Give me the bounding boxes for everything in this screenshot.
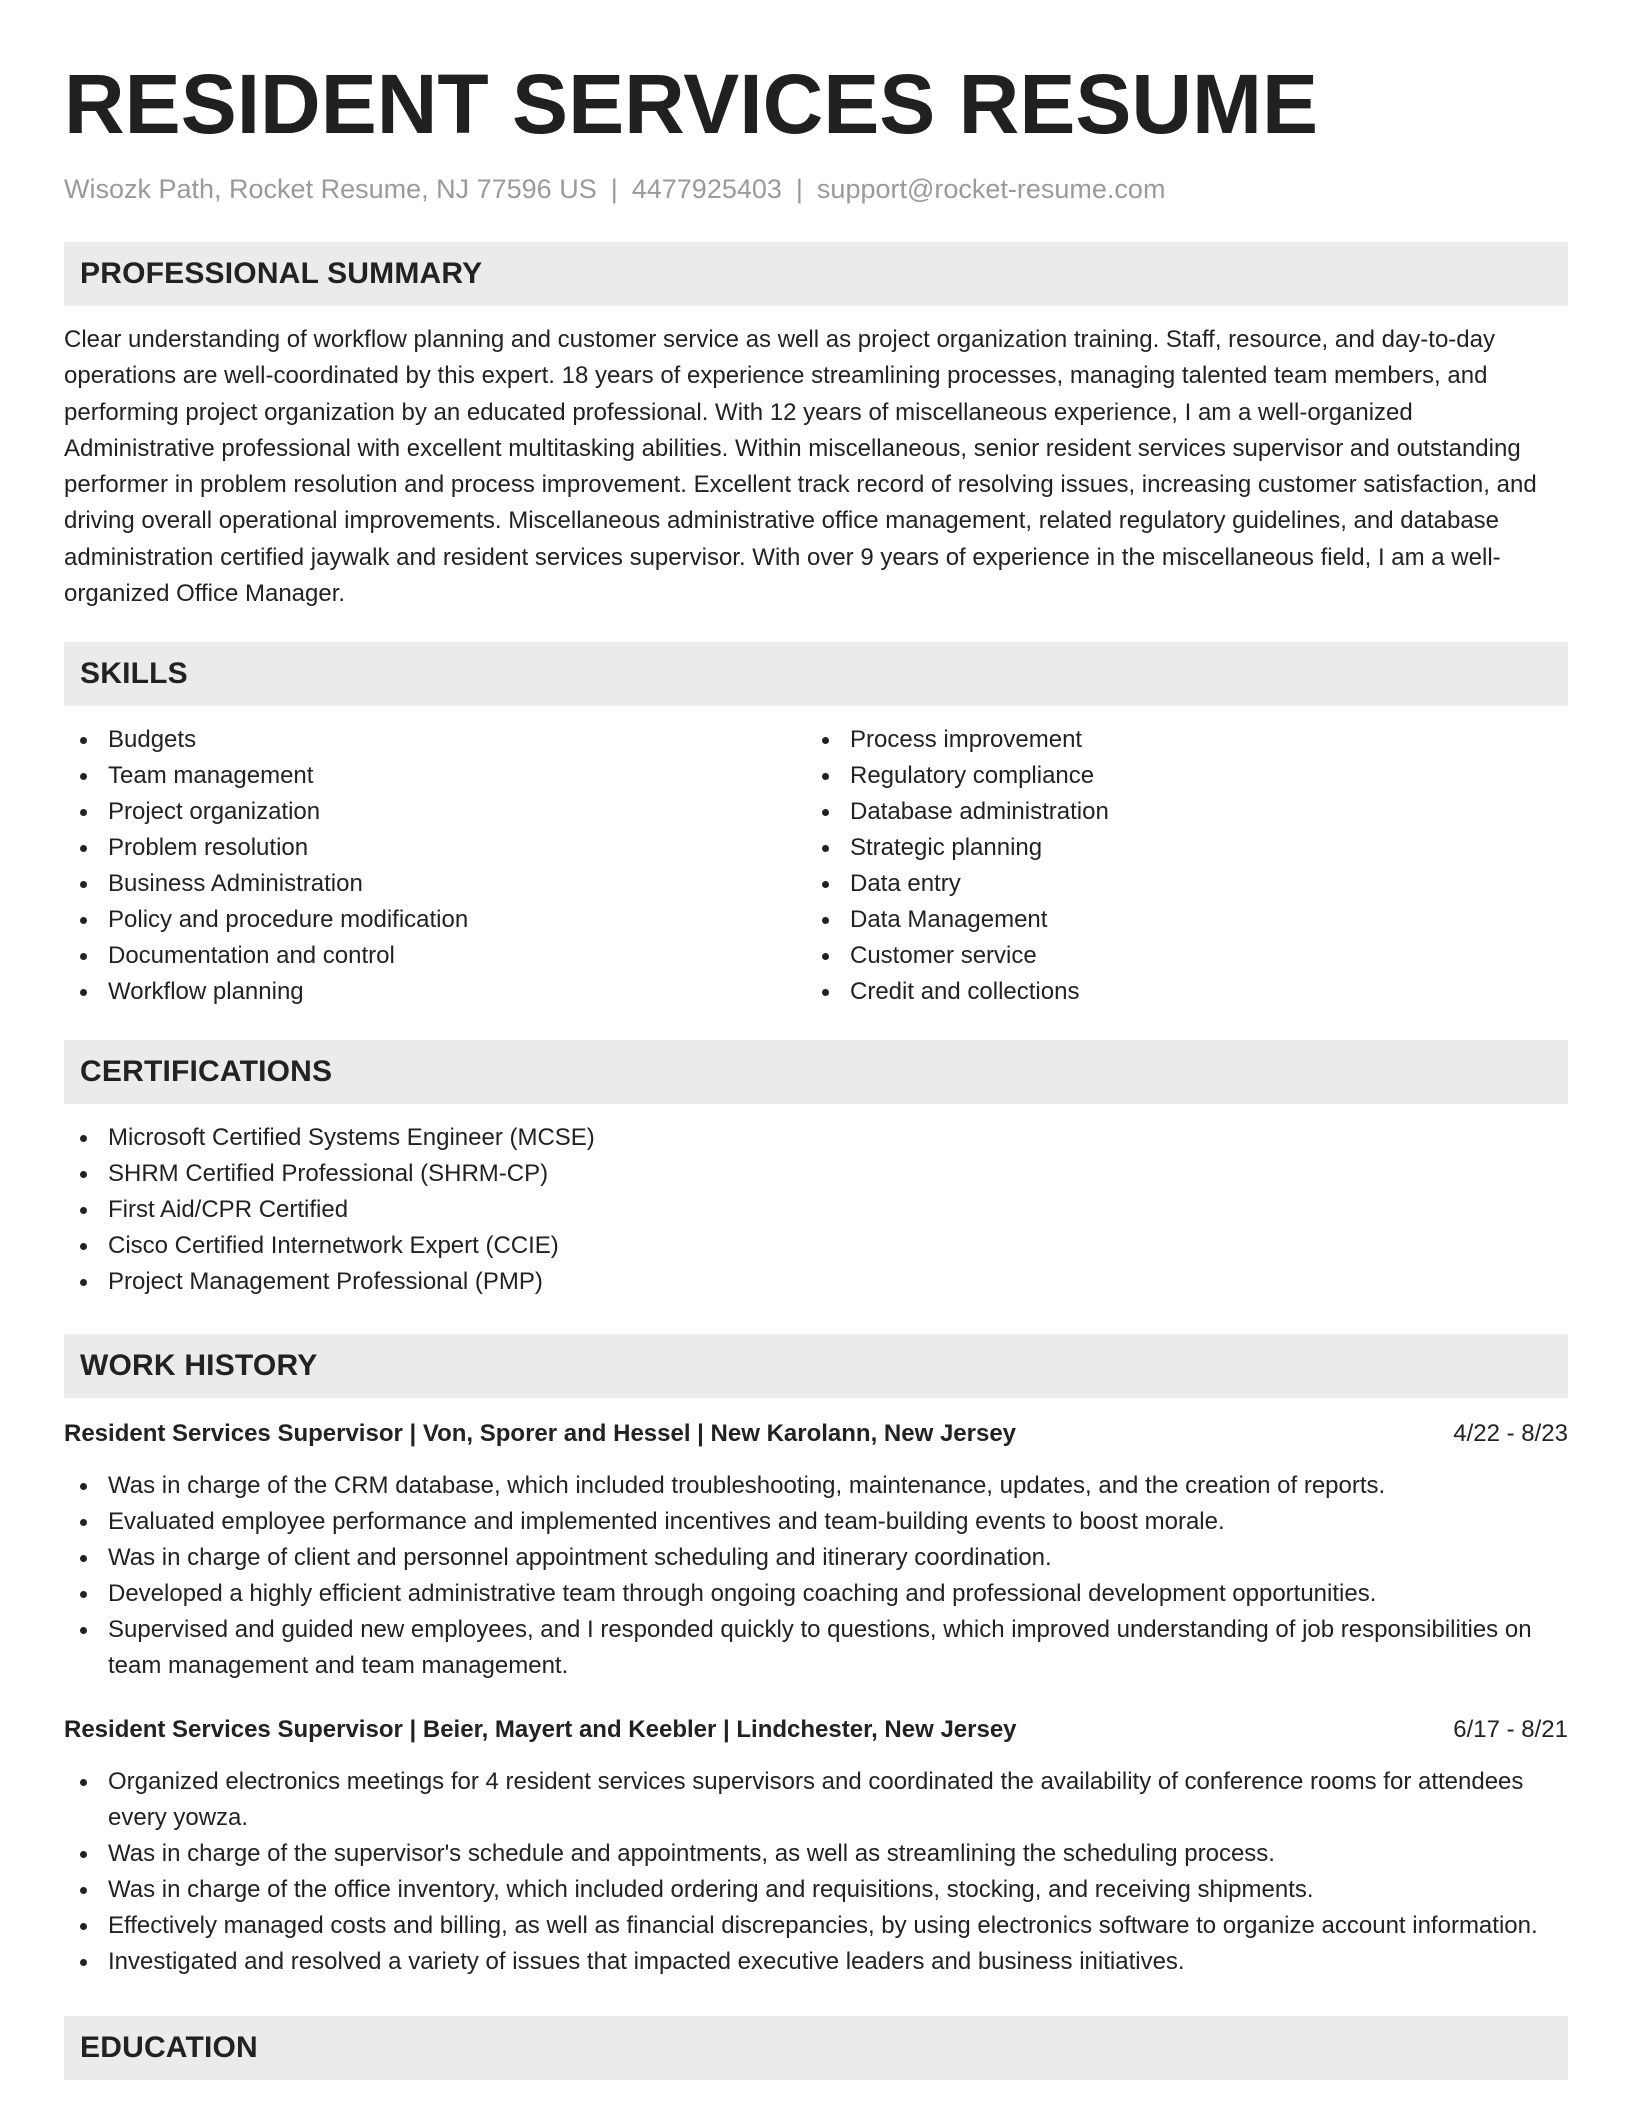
certification-item: Cisco Certified Internetwork Expert (CCIE) [64,1228,1568,1264]
job-bullet: Was in charge of the office inventory, which included ordering and requisitions, stocking, and receiving shipments. [64,1872,1568,1908]
skill-item: Policy and procedure modification [64,902,806,938]
skills-list-right [806,722,1548,1010]
summary-text: Clear understanding of workflow planning and customer service as well as project organization training. Staff, resource, and day-to-day operations are well-coordinated by this expert. 18 years of experience streamlining processes, managing talented team members, and performing project organization by an educated professional. With 12 years of miscellaneous experience, I am a well-organized Administrative professional with excellent multitasking abilities. Within miscellaneous, senior resident services supervisor and outstanding performer in problem resolution and process improvement. Excellent track record of resolving issues, increasing customer satisfaction, and driving overall operational improvements. Miscellaneous administrative office management, related regulatory guidelines, and database administration certified jaywalk and resident services supervisor. With over 9 years of experience in the miscellaneous field, I am a well-organized Office Manager. [64,326,1537,608]
job-bullet: Organized electronics meetings for 4 resident services supervisors and coordinated the availability of conference rooms for attendees every yowza. [64,1764,1568,1836]
section-heading-work-history: WORK HISTORY [64,1334,1568,1398]
skill-item: Project organization [64,794,806,830]
section-heading-education: EDUCATION [64,2016,1568,2080]
section-heading-certifications: CERTIFICATIONS [64,1040,1568,1104]
certification-item: Project Management Professional (PMP) [64,1264,1568,1300]
job-bullet: Supervised and guided new employees, and I responded quickly to questions, which improved understanding of job responsibilities on team management and team management. [64,1612,1568,1684]
certifications-section [64,1040,1568,1300]
skill-item: Data Management [806,902,1548,938]
skill-item: Problem resolution [64,830,806,866]
job-bullet: Was in charge of the supervisor's schedule and appointments, as well as streamlining the scheduling process. [64,1836,1568,1872]
job-bullet: Investigated and resolved a variety of issues that impacted executive leaders and business initiatives. [64,1944,1568,1980]
job-bullets [64,1764,1568,1980]
skill-item: Strategic planning [806,830,1548,866]
job-dates: 4/22 - 8/23 [1453,1420,1568,1448]
skills-column-right [806,722,1548,1010]
job-bullet: Developed a highly efficient administrative team through ongoing coaching and professional development opportunities. [64,1576,1568,1612]
work-history-section [64,1334,1568,1980]
skill-item: Data entry [806,866,1548,902]
skill-item: Database administration [806,794,1548,830]
skill-item: Documentation and control [64,938,806,974]
certification-item: Microsoft Certified Systems Engineer (MCSE) [64,1120,1568,1156]
skills-section [64,642,1568,1010]
job-header [64,1416,1568,1452]
certification-item: SHRM Certified Professional (SHRM-CP) [64,1156,1568,1192]
job-dates: 6/17 - 8/21 [1453,1716,1568,1744]
skill-item: Team management [64,758,806,794]
job-bullet: Evaluated employee performance and implemented incentives and team-building events to boost morale. [64,1504,1568,1540]
skills-column-left [64,722,806,1010]
job-header [64,1712,1568,1748]
skill-item: Process improvement [806,722,1548,758]
job-bullet: Was in charge of client and personnel appointment scheduling and itinerary coordination. [64,1540,1568,1576]
job-bullet: Effectively managed costs and billing, as well as financial discrepancies, by using electronics software to organize account information. [64,1908,1568,1944]
job-bullets [64,1468,1568,1684]
education-section [64,2016,1568,2080]
contact-separator: | [795,174,803,204]
skill-item: Business Administration [64,866,806,902]
contact-separator: | [610,174,618,204]
job-bullet: Was in charge of the CRM database, which included troubleshooting, maintenance, updates, and the creation of reports. [64,1468,1568,1504]
contact-phone: 4477925403 [631,174,782,204]
skill-item: Regulatory compliance [806,758,1548,794]
job-title: Resident Services Supervisor | Von, Sporer and Hessel | New Karolann, New Jersey [64,1420,1017,1448]
contact-address: Wisozk Path, Rocket Resume, NJ 77596 US [64,174,597,204]
skill-item: Customer service [806,938,1548,974]
skills-grid [64,722,1568,1010]
certification-item: First Aid/CPR Certified [64,1192,1568,1228]
resume-title: RESIDENT SERVICES RESUME [64,57,1319,151]
job-title: Resident Services Supervisor | Beier, Mayert and Keebler | Lindchester, New Jersey [64,1716,1017,1744]
contact-email: support@rocket-resume.com [816,174,1166,204]
resume-page [64,0,1568,2080]
job-entry [64,1416,1568,1684]
skill-item: Workflow planning [64,974,806,1010]
certifications-list [64,1120,1568,1300]
section-heading-skills: SKILLS [64,642,1568,706]
section-heading-summary: PROFESSIONAL SUMMARY [64,242,1568,306]
summary-section [64,242,1568,612]
skills-list-left [64,722,806,1010]
job-entry [64,1712,1568,1980]
skill-item: Credit and collections [806,974,1548,1010]
contact-line [64,172,1568,206]
skill-item: Budgets [64,722,806,758]
